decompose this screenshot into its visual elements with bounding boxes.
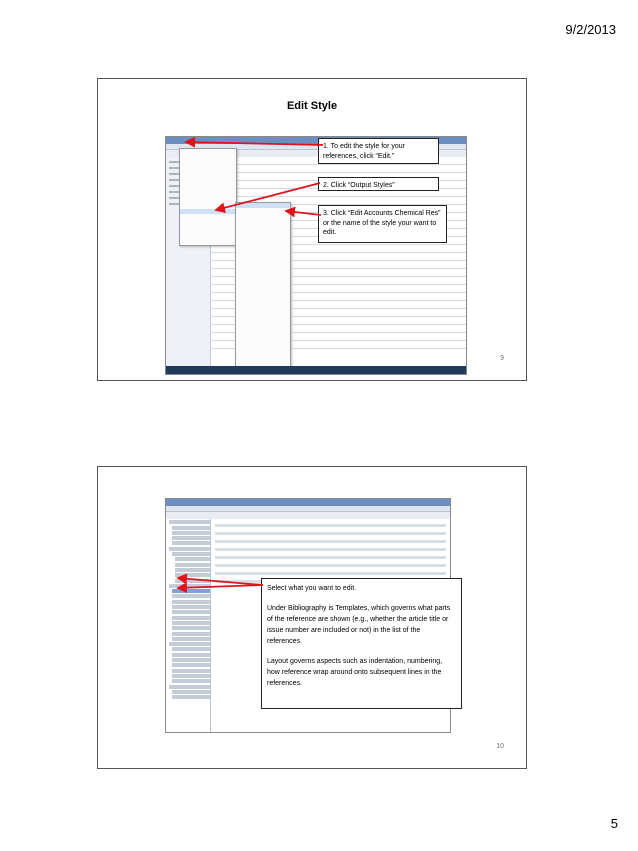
callout-paragraph: Under Bibliography is Templates, which governs what parts of the reference are shown (e.g., whether the article title or issue number are included or not) in the list of the references.: [267, 605, 451, 645]
arrow-to-output-styles: [216, 183, 320, 210]
slide-title: Edit Style: [286, 100, 338, 112]
callout-step-1: 1. To edit the style for your references, click “Edit.”: [318, 138, 439, 164]
arrow-to-edit-menu: [186, 142, 323, 145]
slide-edit-style: [97, 78, 527, 381]
callout-step-2: 2. Click “Output Styles”: [318, 177, 439, 191]
arrow-to-layout: [178, 585, 263, 588]
callout-step-3: 3. Click “Edit Accounts Chemical Res” or the name of the style your want to edit.: [318, 205, 447, 243]
slide-style-editor: [97, 466, 527, 769]
callout-paragraph: Layout governs aspects such as indentation, numbering, how reference wrap around onto subsequent lines in the references.: [267, 658, 443, 687]
arrow-to-edit-style-item: [286, 211, 321, 215]
page-date: 9/2/2013: [565, 22, 616, 37]
callout-paragraph: Select what you want to edit.: [267, 585, 357, 592]
slide-2-arrows: [98, 467, 528, 770]
slide-number: 10: [496, 743, 504, 750]
slide-1-arrows: [98, 79, 528, 382]
slide-number: 9: [500, 355, 504, 362]
page-number: 5: [610, 816, 618, 831]
arrow-to-templates: [178, 578, 263, 585]
